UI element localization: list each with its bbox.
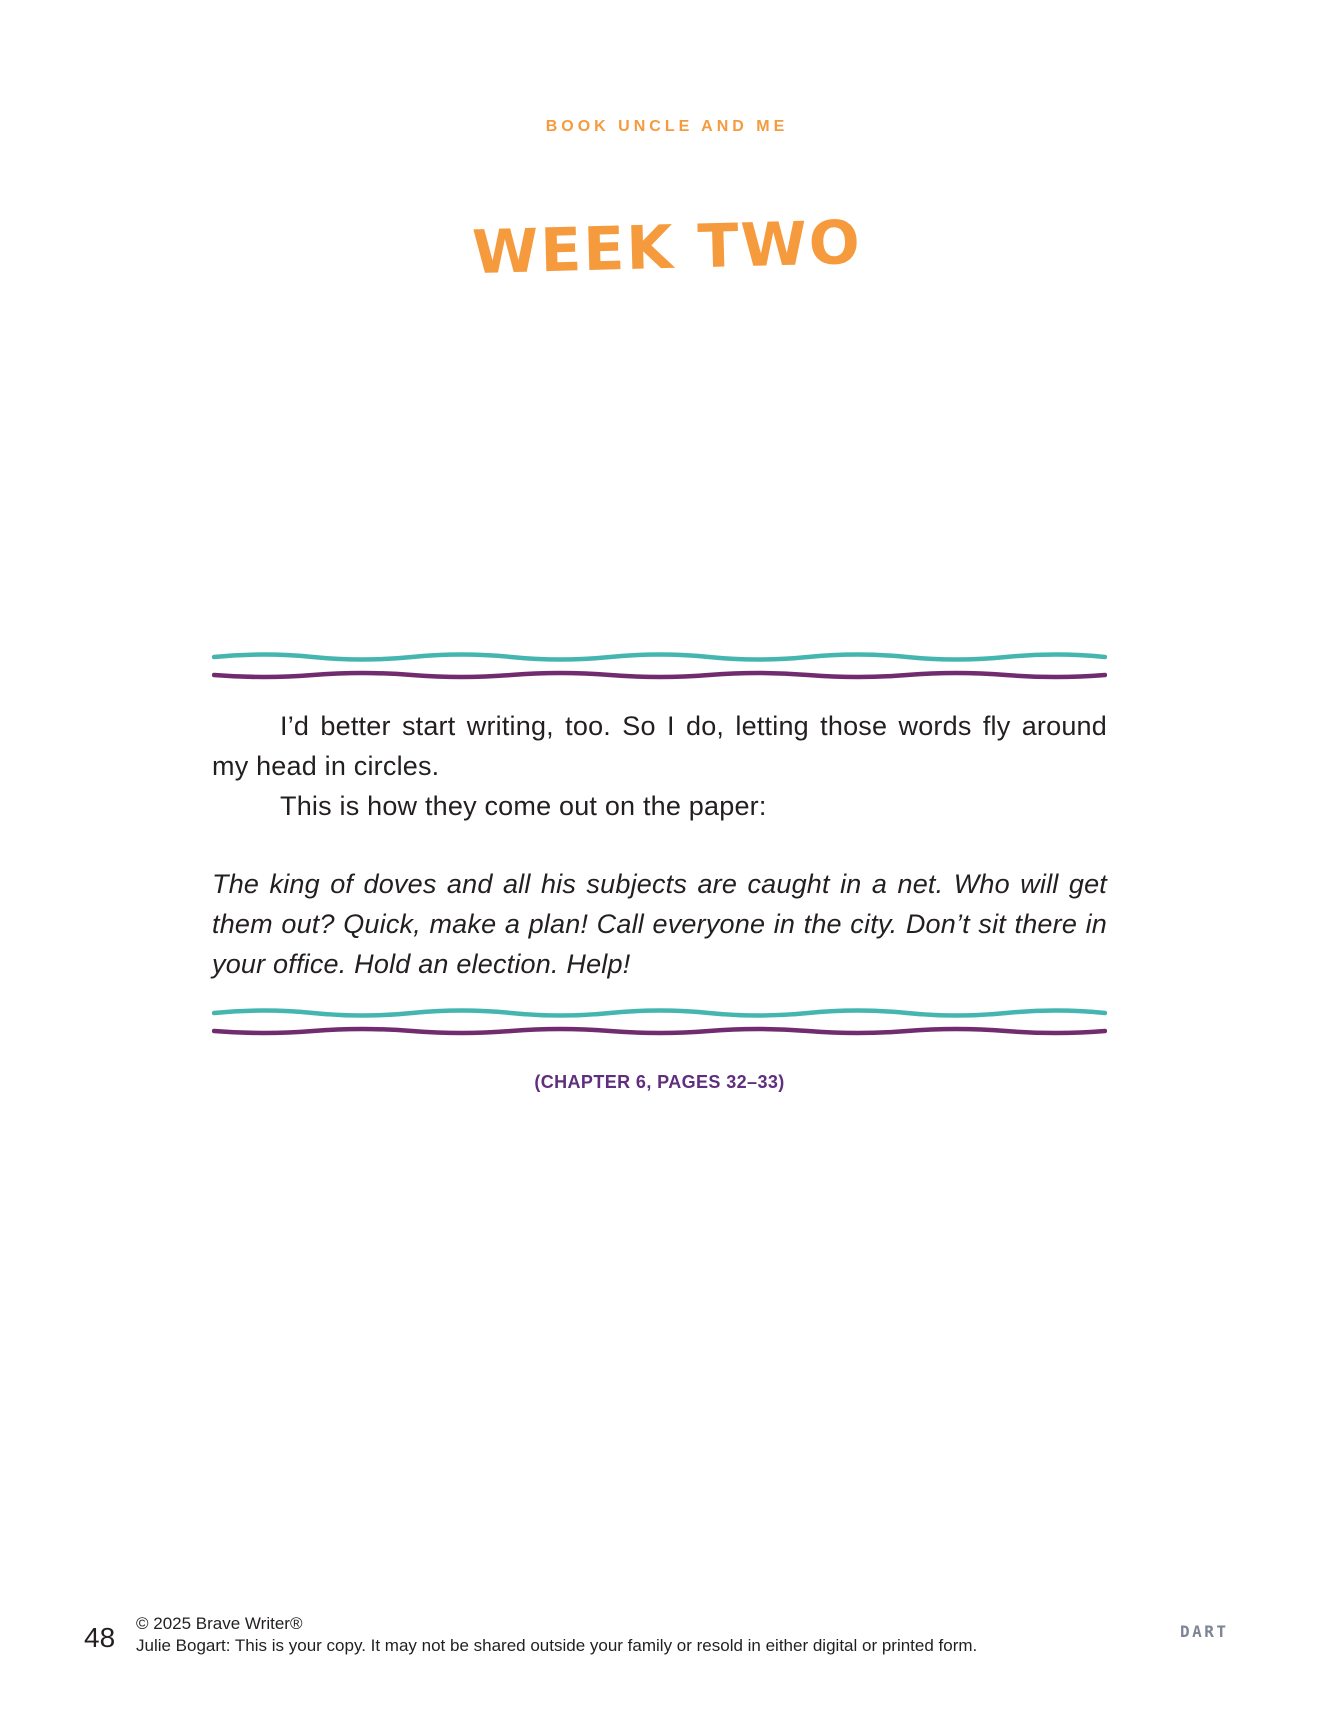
chapter-caption: (CHAPTER 6, PAGES 32–33)	[534, 1072, 785, 1092]
divider-bottom-teal-line	[214, 1011, 1105, 1016]
section-title: WEEK TWO	[471, 207, 863, 289]
divider-top-purple-line	[214, 673, 1105, 677]
excerpt-paragraph-2: This is how they come out on the paper:	[280, 791, 767, 821]
copyright-notice	[136, 1613, 977, 1657]
copyright-line-2: Julie Bogart: This is your copy. It may not be shared outside your family or resold in either digital or printed form.	[136, 1636, 978, 1655]
divider-bottom-lines	[212, 1004, 1107, 1040]
divider-bottom	[212, 1004, 1107, 1040]
divider-top	[212, 648, 1107, 684]
excerpt-paragraph-1: I’d better start writing, too. So I do, letting those words fly around my head in circles.	[212, 711, 1107, 781]
excerpt-block	[212, 706, 1107, 984]
divider-top-lines	[212, 648, 1107, 684]
divider-top-teal-line	[214, 655, 1105, 660]
brand-mark: DART	[1180, 1622, 1229, 1641]
excerpt-quote: The king of doves and all his subjects are caught in a net. Who will get them out? Quick, make a plan! Call everyone in the city. Don’t sit there in your office. Hold an election. Help!	[212, 869, 1107, 979]
page-number: 48	[84, 1622, 116, 1653]
running-head: BOOK UNCLE AND ME	[545, 118, 789, 135]
copyright-line-1: © 2025 Brave Writer®	[136, 1614, 303, 1633]
divider-bottom-purple-line	[214, 1029, 1105, 1033]
